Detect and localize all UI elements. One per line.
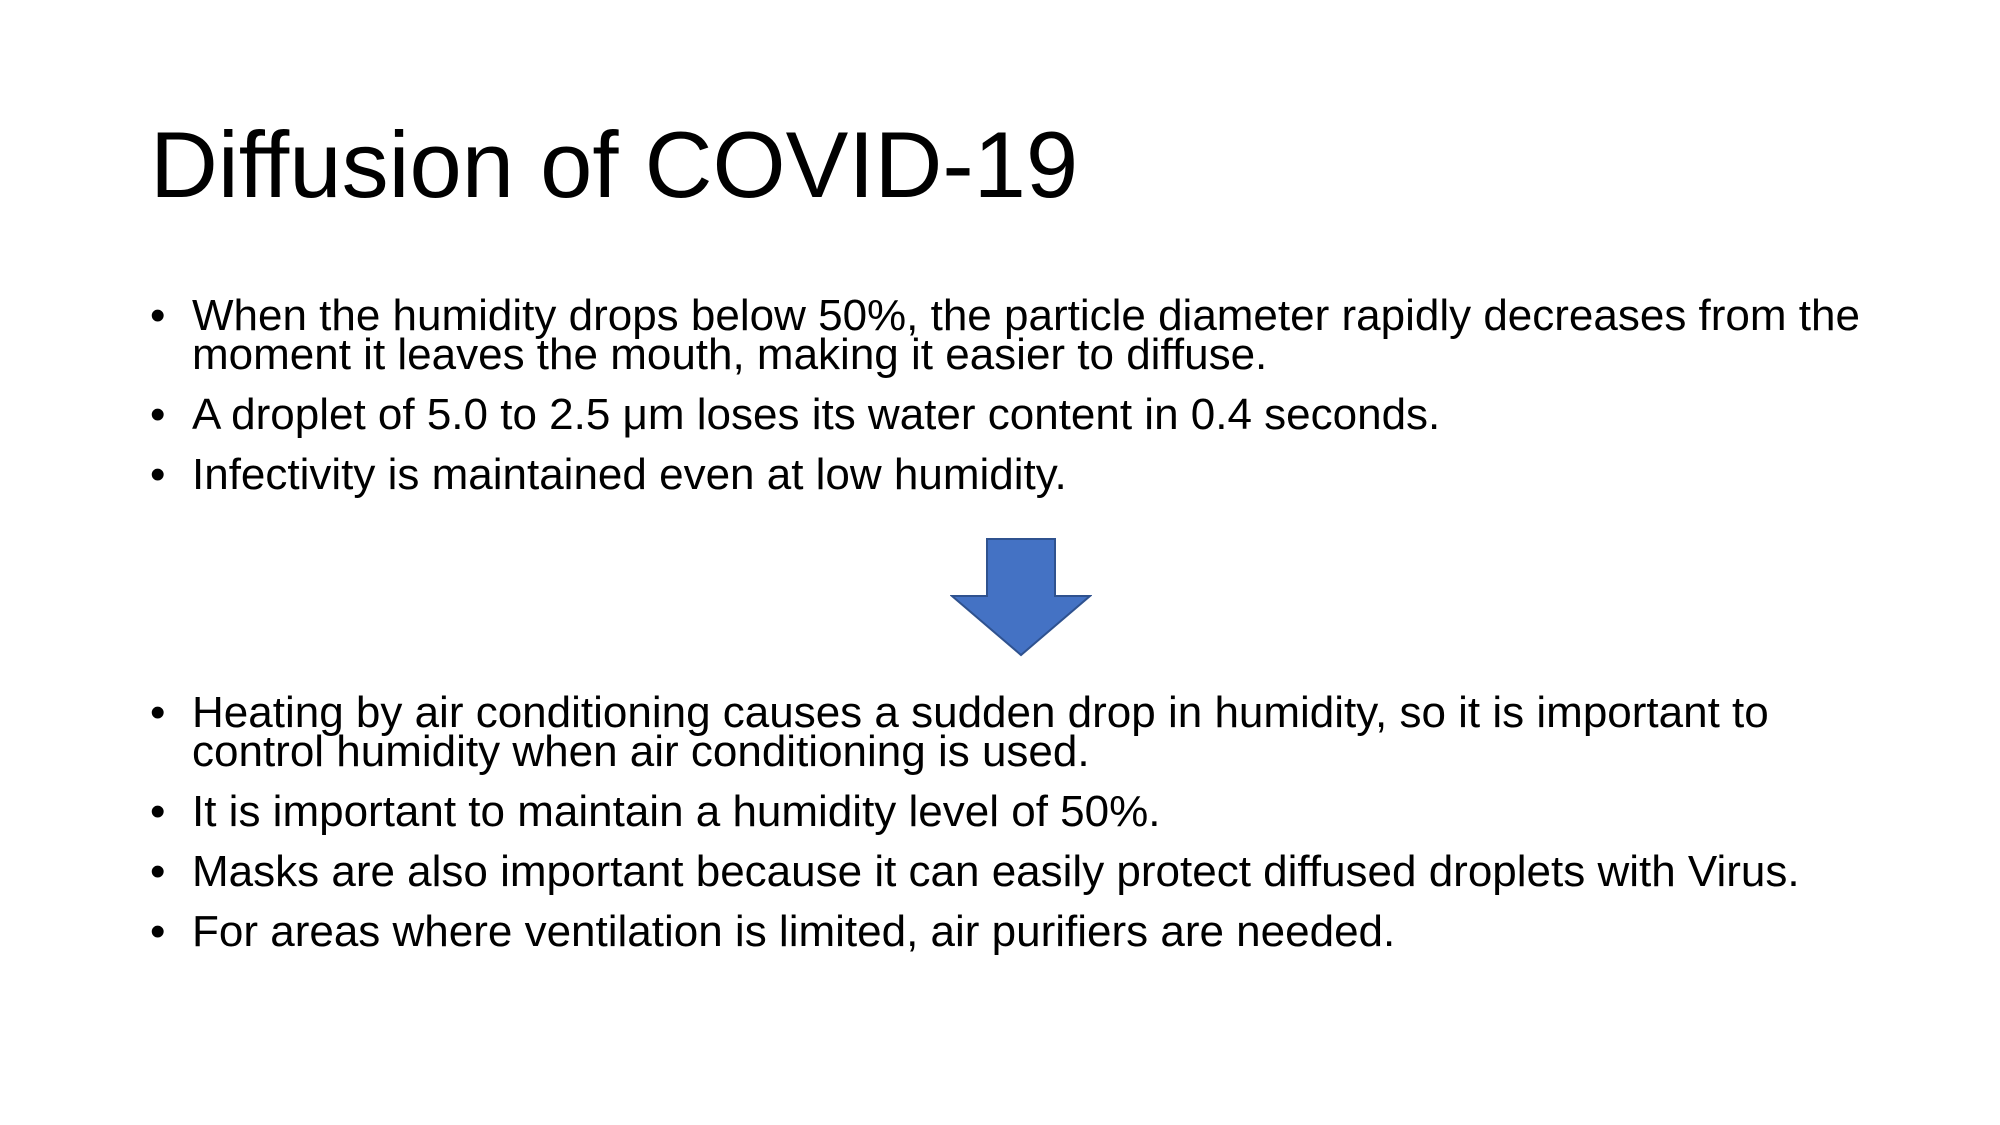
bullet-marker: • [150, 688, 166, 737]
bullet-marker: • [150, 390, 166, 439]
bullet-item [150, 291, 1870, 379]
bullet-marker: • [150, 907, 166, 956]
down-arrow-icon [950, 537, 1092, 657]
bullet-item [150, 787, 1870, 836]
bullet-item [150, 450, 1870, 499]
bullet-text: A droplet of 5.0 to 2.5 μm loses its water content in 0.4 seconds. [192, 390, 1441, 439]
bullet-list-top [150, 291, 1870, 515]
bullet-text: Heating by air conditioning causes a sudden drop in humidity, so it is important to control humidity when air conditioning is used. [192, 688, 1769, 776]
bullet-item [150, 847, 1870, 896]
bullet-item [150, 907, 1870, 956]
bullet-item [150, 688, 1870, 776]
bullet-text: For areas where ventilation is limited, air purifiers are needed. [192, 907, 1396, 956]
bullet-marker: • [150, 450, 166, 499]
bullet-marker: • [150, 847, 166, 896]
bullet-marker: • [150, 787, 166, 836]
bullet-list-bottom [150, 688, 1870, 972]
bullet-item [150, 390, 1870, 439]
slide-title: Diffusion of COVID-19 [150, 112, 1079, 217]
bullet-text: It is important to maintain a humidity level of 50%. [192, 787, 1161, 836]
bullet-text: Masks are also important because it can easily protect diffused droplets with Virus. [192, 847, 1800, 896]
bullet-text: Infectivity is maintained even at low humidity. [192, 450, 1067, 499]
bullet-text: When the humidity drops below 50%, the particle diameter rapidly decreases from the moment it leaves the mouth, making it easier to diffuse. [192, 291, 1860, 379]
bullet-marker: • [150, 291, 166, 340]
